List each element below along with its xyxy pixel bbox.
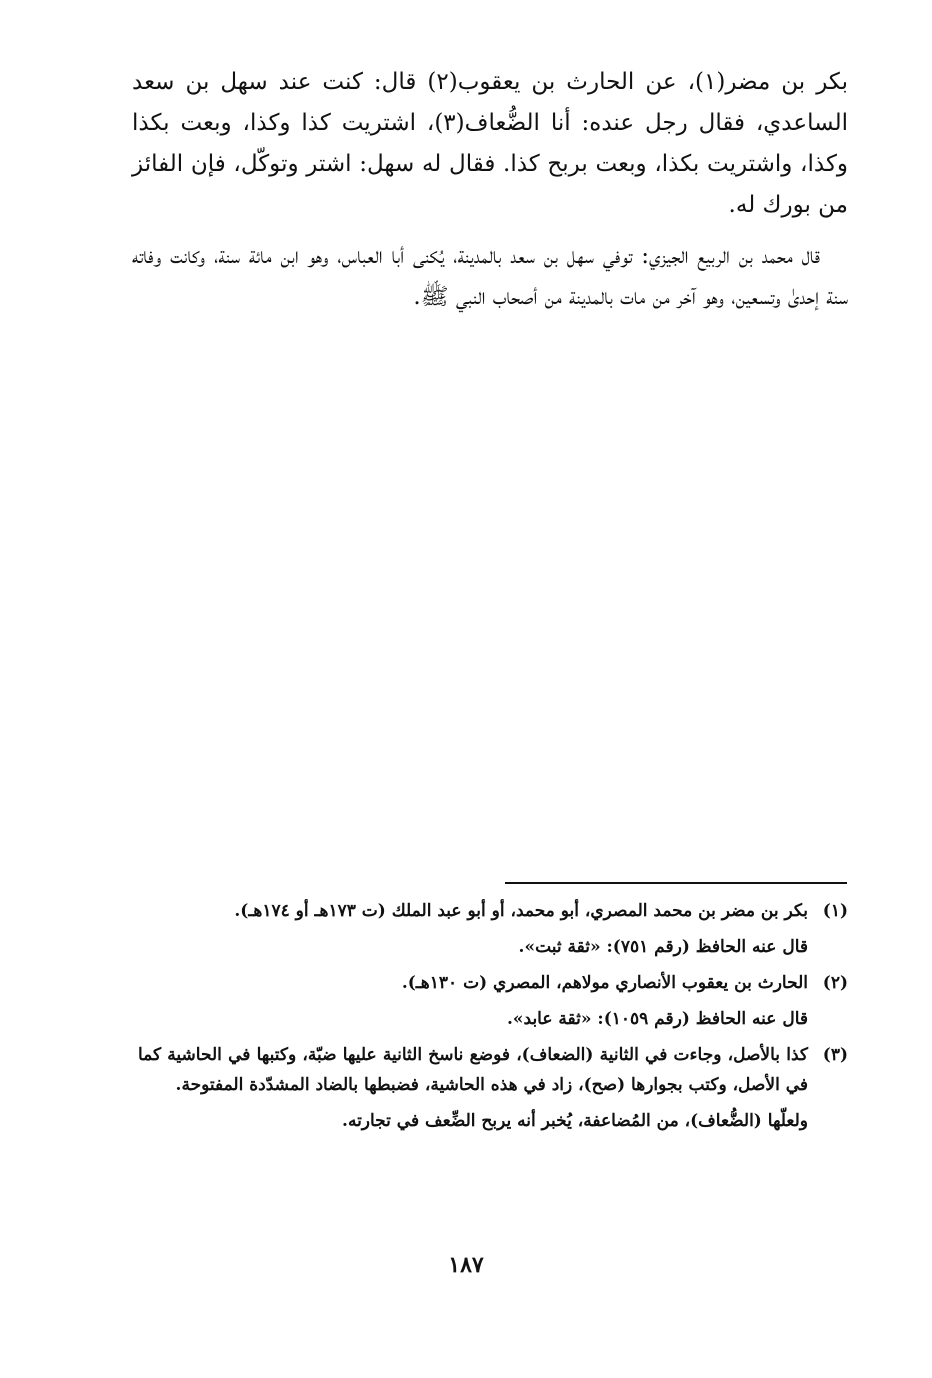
footnote-number: (٣): [822, 1045, 848, 1065]
footnote-1: [138, 896, 848, 962]
footnotes: [138, 896, 848, 1142]
page-number: ١٨٧: [448, 1252, 484, 1278]
footnote-content: [138, 896, 808, 962]
footnote-3: [138, 1040, 848, 1136]
main-text: [132, 62, 848, 318]
footnote-line: كذا بالأصل، وجاءت في الثانية (الضعاف)، فوضع ناسخ الثانية عليها ضبّة، وكتبها في الحاشية كما في الأصل، وكتب بجوارها (صح)، زاد في هذه الحاشية، فضبطها بالضاد المشدّدة المفتوحة.: [138, 1045, 808, 1095]
paragraph-2: قال محمد بن الربيع الجيزي: توفي سهل بن سعد بالمدينة، يُكنى أبا العباس، وهو ابن مائة سنة، وكانت وفاته سنة إحدىٰ وتسعين، وهو آخر من مات بالمدينة من أصحاب النبي ﷺ.: [132, 243, 848, 310]
footnote-content: [138, 1040, 808, 1136]
footnote-content: [138, 968, 808, 1034]
footnote-line: الحارث بن يعقوب الأنصاري مولاهم، المصري (ت ١٣٠هـ).: [401, 973, 808, 993]
footnote-2: [138, 968, 848, 1034]
paragraph-1: بكر بن مضر(١)، عن الحارث بن يعقوب(٢) قال: كنت عند سهل بن سعد الساعدي، فقال رجل عنده: أنا الضُّعاف(٣)، اشتريت كذا وكذا، وبعت بكذا وكذا، واشتريت بكذا، وبعت بربح كذا. فقال له سهل: اشتر وتوكّل، فإن الفائز من بورك له.: [132, 69, 849, 218]
footnote-line: قال عنه الحافظ (رقم ٧٥١): «ثقة ثبت».: [518, 937, 808, 957]
footnote-line: قال عنه الحافظ (رقم ١٠٥٩): «ثقة عابد».: [506, 1009, 808, 1029]
footnote-separator: [505, 882, 847, 884]
footnote-number: (٢): [822, 973, 848, 993]
footnote-number: (١): [822, 901, 848, 921]
footnote-line: بكر بن مضر بن محمد المصري، أبو محمد، أو أبو عبد الملك (ت ١٧٣هـ أو ١٧٤هـ).: [234, 901, 808, 921]
footnote-line: ولعلّها (الضُّعاف)، من المُضاعفة، يُخبر أنه يربح الضِّعف في تجارته.: [342, 1111, 808, 1131]
